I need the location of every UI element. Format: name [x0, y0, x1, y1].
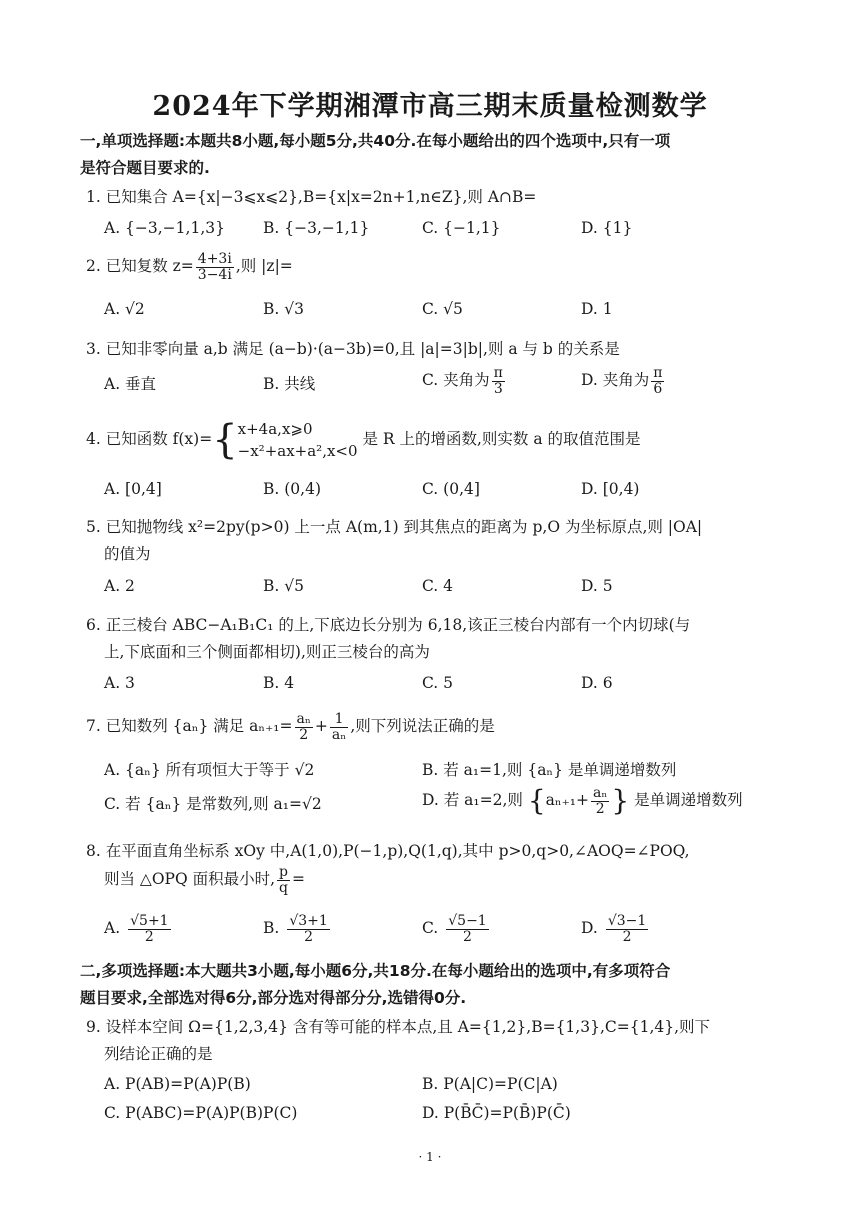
q3-c-numerator: π	[493, 365, 503, 381]
q1-option-b: B. {−3,−1,1}	[263, 219, 370, 237]
q7-d-right-brace: }	[611, 784, 630, 818]
question-1-text: 1. 已知集合 A={x|−3⩽x⩽2},B={x|x=2n+1,n∈Z},则 A∩B=	[86, 188, 537, 206]
q8-option-a-fraction	[128, 914, 170, 944]
q8-option-a	[104, 914, 173, 944]
section-2-line1: 二,多项选择题:本大题共3小题,每小题6分,共18分.在每小题给出的选项中,有多项符合	[80, 962, 671, 980]
q5-option-b: B. √5	[263, 577, 304, 595]
q7-option-c: C. 若 {aₙ} 是常数列,则 a₁=√2	[104, 795, 322, 813]
question-9	[86, 1014, 776, 1068]
q4-case-1: x+4a,x⩾0	[237, 420, 313, 438]
q7-fraction-1	[295, 712, 313, 742]
q3-option-d	[581, 366, 666, 396]
q7-d-denominator: 2	[595, 800, 605, 817]
section-1-line2: 是符合题目要求的.	[80, 159, 210, 177]
question-7	[86, 712, 776, 742]
q7-f2-numerator: 1	[330, 712, 348, 728]
q9-option-c: C. P(ABC)=P(A)P(B)P(C)	[104, 1104, 298, 1122]
question-6-line1: 6. 正三棱台 ABC−A₁B₁C₁ 的上,下底边长分别为 6,18,该正三棱台内部有一个内切球(与	[86, 616, 691, 634]
q8-d-numerator: √3−1	[607, 913, 647, 929]
q8-option-b	[263, 914, 332, 944]
q8-b-denominator: 2	[304, 928, 314, 945]
q4-option-d: D. [0,4)	[581, 480, 640, 498]
q1-option-d: D. {1}	[581, 219, 633, 237]
q4-option-b: B. (0,4)	[263, 480, 321, 498]
question-8-line1: 8. 在平面直角坐标系 xOy 中,A(1,0),P(−1,p),Q(1,q),其中 p>0,q>0,∠AOQ=∠POQ,	[86, 842, 690, 860]
q6-option-d: D. 6	[581, 674, 613, 692]
q8-option-d	[581, 914, 650, 944]
q8-pq-numerator: p	[279, 864, 289, 880]
section-1-line1: 一,单项选择题:本题共8小题,每小题5分,共40分.在每小题给出的四个选项中,只有一项	[80, 132, 671, 150]
q8-option-d-fraction	[606, 914, 648, 944]
q7-option-d-suffix: 是单调递增数列	[634, 791, 743, 810]
q3-c-denominator: 3	[493, 380, 503, 397]
question-3	[86, 336, 776, 363]
question-4	[86, 418, 776, 462]
q7-option-b: B. 若 a₁=1,则 {aₙ} 是单调递增数列	[422, 761, 677, 779]
section-1-header	[80, 128, 780, 182]
q1-option-a: A. {−3,−1,1,3}	[104, 219, 225, 237]
q6-option-c: C. 5	[422, 674, 454, 692]
q3-option-d-fraction	[651, 366, 664, 396]
q8-option-c-label: C.	[422, 919, 439, 938]
question-8-line2-prefix: 则当 △OPQ 面积最小时,	[104, 870, 276, 889]
q3-d-numerator: π	[653, 365, 663, 381]
q8-c-numerator: √5−1	[448, 913, 487, 929]
q8-d-denominator: 2	[622, 928, 632, 945]
q2-option-a: A. √2	[104, 300, 145, 318]
q8-a-numerator: √5+1	[130, 913, 169, 929]
q8-option-b-label: B.	[263, 919, 280, 938]
q4-option-c: C. (0,4]	[422, 480, 480, 498]
question-8	[86, 838, 776, 895]
q7-fraction-2	[330, 712, 348, 742]
page-number: · 1 ·	[418, 1150, 442, 1164]
question-7-suffix: ,则下列说法正确的是	[350, 717, 495, 736]
q2-option-c: C. √5	[422, 300, 463, 318]
section-2-header	[80, 958, 780, 1012]
q9-option-a: A. P(AB)=P(A)P(B)	[104, 1075, 251, 1093]
question-3-text: 3. 已知非零向量 a,b 满足 (a−b)·(a−3b)=0,且 |a|=3|b|,则 a 与 b 的关系是	[86, 340, 620, 358]
q9-option-d: D. P(B̄C̄)=P(B̄)P(C̄)	[422, 1104, 571, 1122]
q3-option-a: A. 垂直	[104, 375, 157, 393]
question-9-line1: 9. 设样本空间 Ω={1,2,3,4} 含有等可能的样本点,且 A={1,2},B={1,3},C={1,4},则下	[86, 1018, 711, 1036]
q3-option-c	[422, 366, 507, 396]
q7-d-left-brace: {	[527, 784, 546, 818]
q5-option-a: A. 2	[104, 577, 135, 595]
q3-option-b: B. 共线	[263, 375, 316, 393]
q7-d-numerator: aₙ	[593, 785, 608, 801]
q4-cases-brace: {	[212, 417, 238, 463]
question-8-line2-suffix: =	[292, 870, 306, 889]
q4-case-2: −x²+ax+a²,x<0	[237, 442, 358, 460]
q8-option-c	[422, 914, 491, 944]
question-5	[86, 514, 776, 568]
q3-option-d-label: D. 夹角为	[581, 371, 650, 390]
q3-option-c-fraction	[492, 366, 505, 396]
q9-option-b: B. P(A|C)=P(C|A)	[422, 1075, 558, 1093]
q8-c-denominator: 2	[463, 928, 472, 945]
question-5-line2: 的值为	[104, 545, 151, 563]
q8-option-b-fraction	[287, 914, 329, 944]
q7-d-fraction	[591, 786, 609, 816]
q8-pq-fraction	[277, 865, 290, 895]
q5-option-c: C. 4	[422, 577, 454, 595]
q4-cases	[238, 418, 358, 462]
q8-option-a-label: A.	[104, 919, 121, 938]
question-9-line2: 列结论正确的是	[104, 1045, 213, 1063]
q7-option-d-prefix: D. 若 a₁=2,则	[422, 791, 523, 810]
q8-option-d-label: D.	[581, 919, 598, 938]
page-title: 2024年下学期湘潭市高三期末质量检测数学	[152, 91, 708, 122]
q7-f1-numerator: aₙ	[296, 711, 311, 727]
q7-f2-denominator: aₙ	[331, 726, 347, 743]
question-8-line2	[86, 865, 776, 895]
question-5-line1: 5. 已知抛物线 x²=2py(p>0) 上一点 A(m,1) 到其焦点的距离为 p,O 为坐标原点,则 |OA|	[86, 518, 703, 536]
question-4-suffix: 是 R 上的增函数,则实数 a 的取值范围是	[362, 430, 641, 448]
q6-option-b: B. 4	[263, 674, 295, 692]
question-2	[86, 252, 776, 282]
q7-option-a: A. {aₙ} 所有项恒大于等于 √2	[104, 761, 315, 779]
question-6-line2: 上,下底面和三个侧面都相切),则正三棱台的高为	[104, 643, 430, 661]
q4-option-a: A. [0,4]	[104, 480, 162, 498]
q8-pq-denominator: q	[279, 879, 289, 896]
q7-f1-denominator: 2	[299, 726, 309, 743]
q7-plus: +	[314, 717, 328, 736]
question-1	[86, 184, 776, 211]
q5-option-d: D. 5	[581, 577, 613, 595]
q6-option-a: A. 3	[104, 674, 135, 692]
q2-fraction-denominator: 3−4i	[197, 266, 232, 283]
q2-fraction-numerator: 4+3i	[197, 251, 232, 267]
q7-option-d	[422, 786, 743, 816]
q8-b-numerator: √3+1	[289, 913, 328, 929]
q3-d-denominator: 6	[653, 380, 663, 397]
q3-option-c-label: C. 夹角为	[422, 371, 490, 390]
q8-option-c-fraction	[446, 914, 488, 944]
question-2-suffix: ,则 |z|=	[235, 257, 293, 276]
question-2-prefix: 2. 已知复数 z=	[86, 257, 194, 276]
question-6	[86, 612, 776, 666]
question-4-prefix: 4. 已知函数 f(x)=	[86, 430, 213, 448]
q2-option-d: D. 1	[581, 300, 613, 318]
q8-a-denominator: 2	[144, 928, 154, 945]
q2-option-b: B. √3	[263, 300, 304, 318]
q7-d-inner: aₙ₊₁+	[545, 791, 589, 810]
q2-fraction	[196, 252, 234, 282]
q1-option-c: C. {−1,1}	[422, 219, 501, 237]
section-2-line2: 题目要求,全部选对得6分,部分选对得部分分,选错得0分.	[80, 989, 467, 1007]
question-7-prefix: 7. 已知数列 {aₙ} 满足 aₙ₊₁=	[86, 717, 293, 736]
